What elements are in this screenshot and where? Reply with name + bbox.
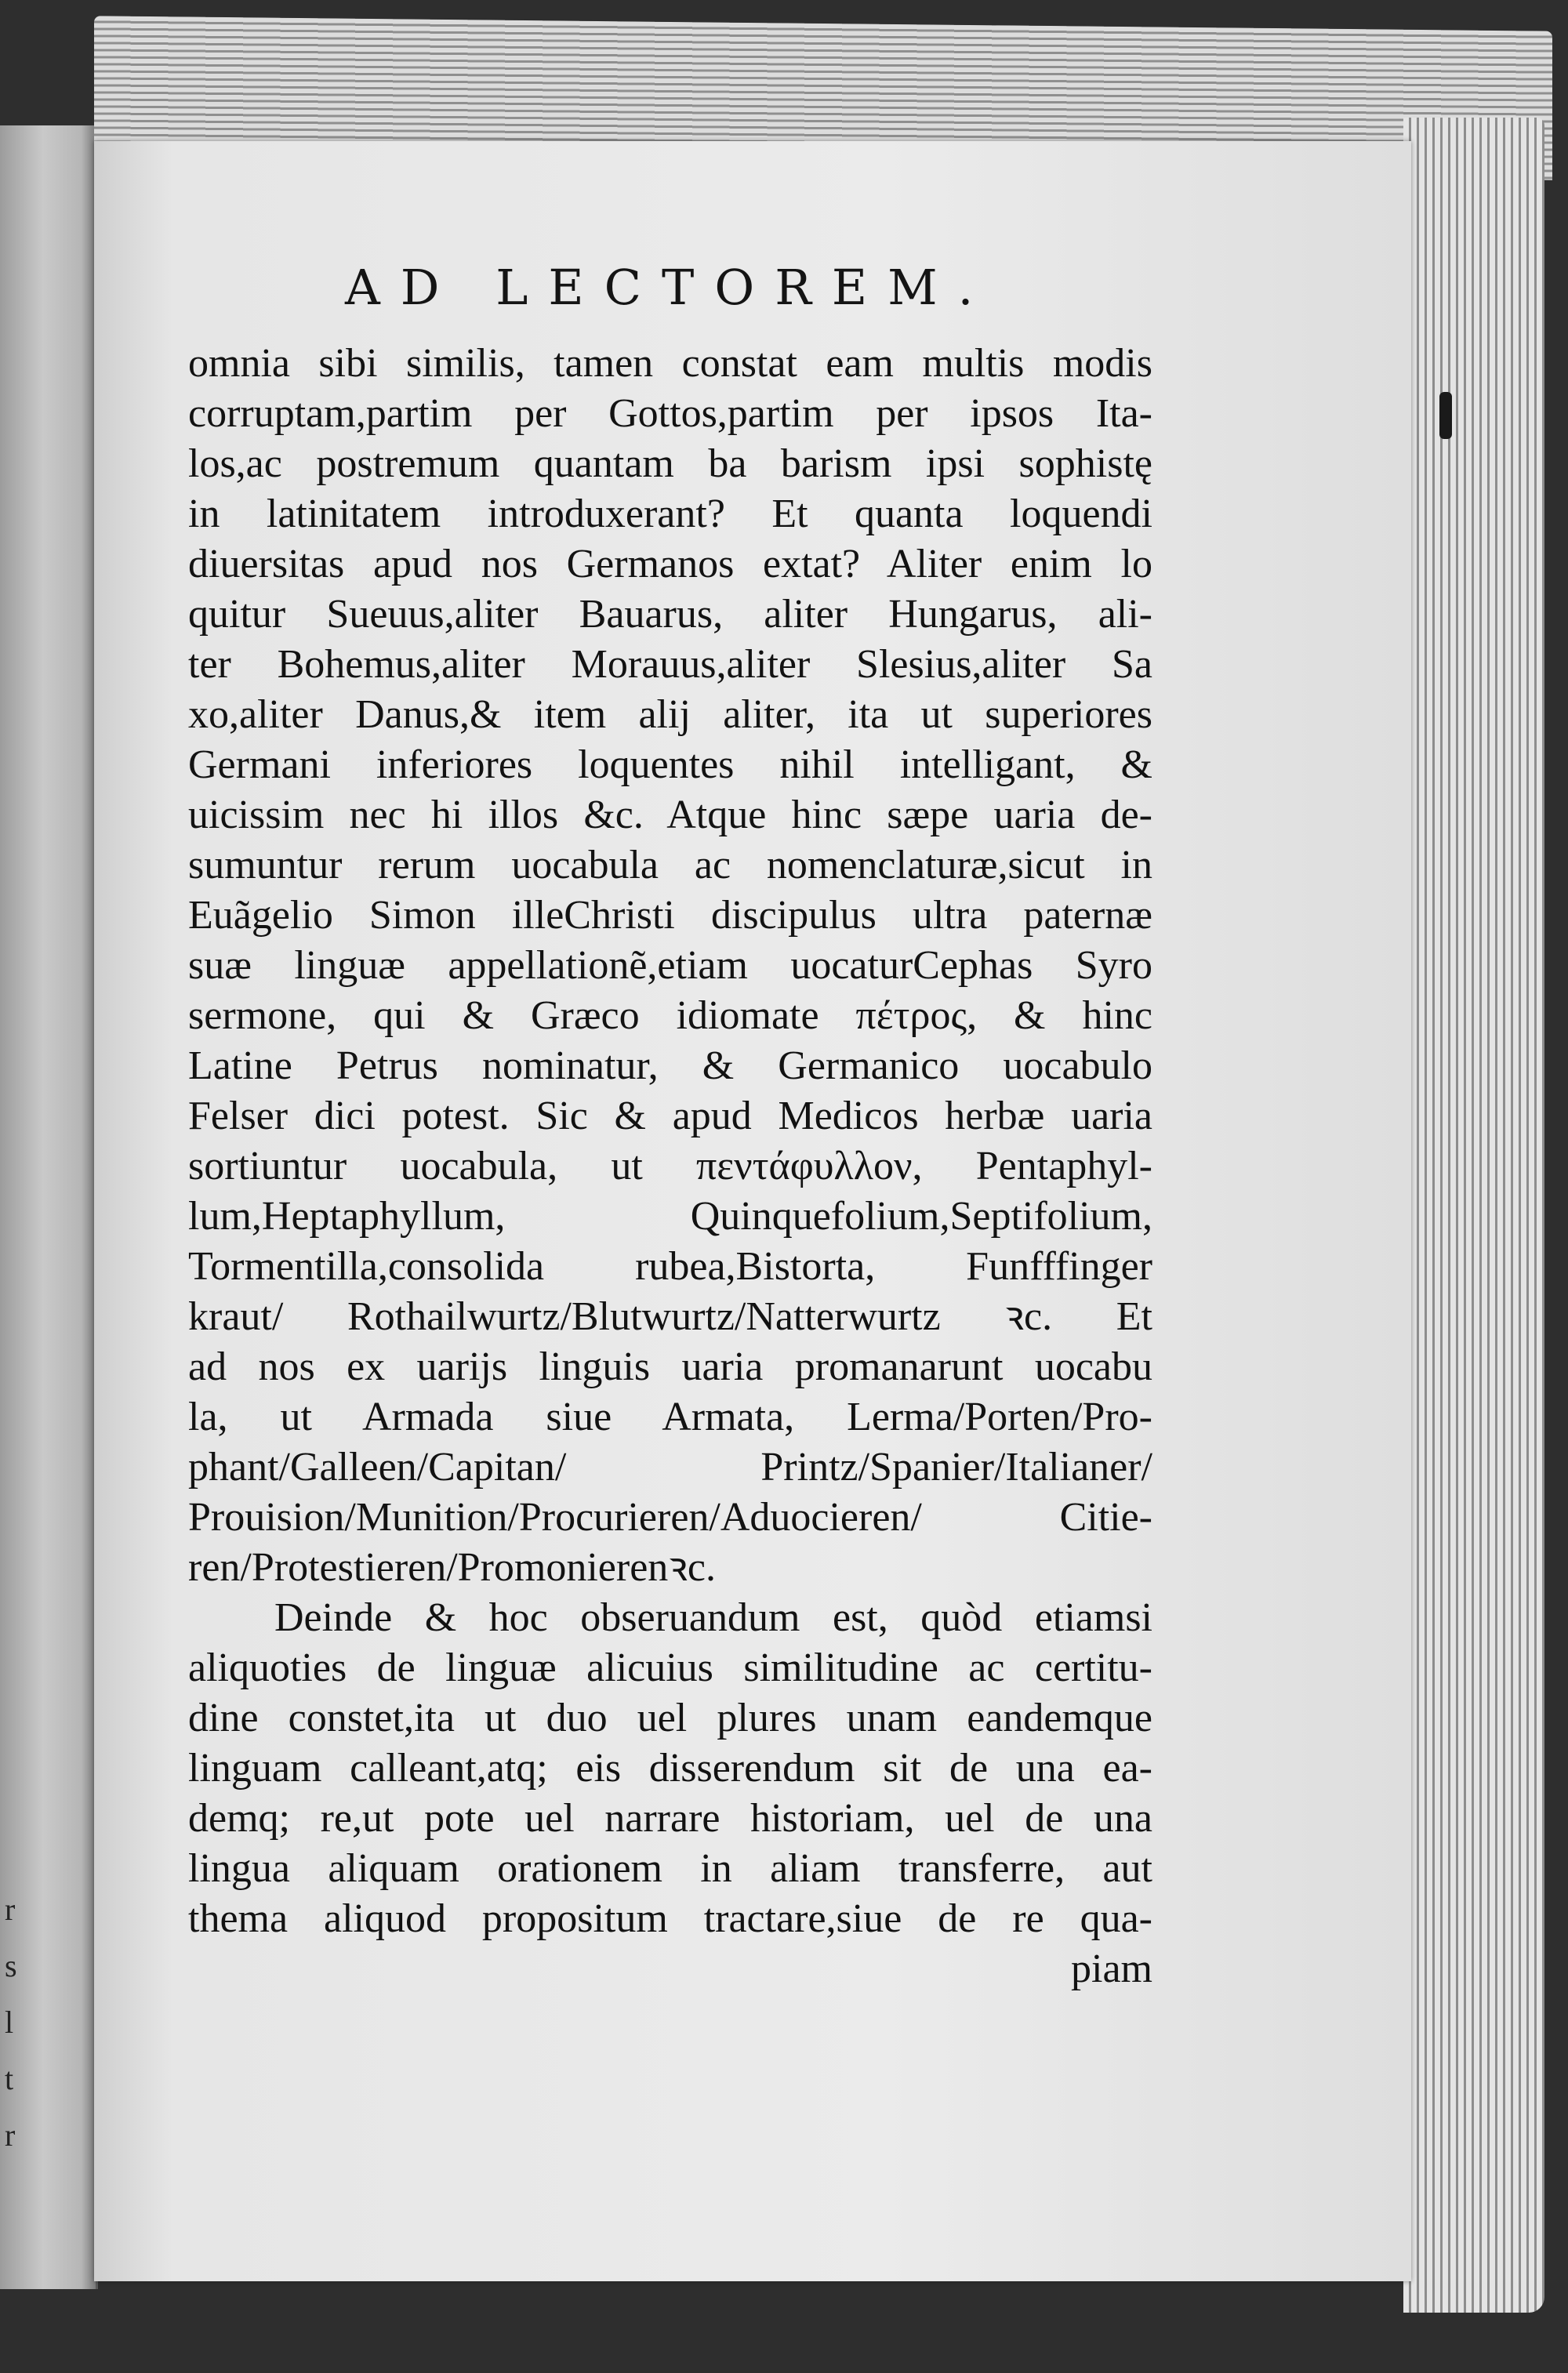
left-letter: r <box>5 2117 16 2153</box>
left-facing-page <box>0 125 98 2289</box>
text-line: ad nos ex uarijs linguis uaria promanarunt uocabu <box>188 1344 1152 1389</box>
left-letter: t <box>5 2061 14 2096</box>
text-line: ter Bohemus,aliter Morauus,aliter Slesius,aliter Sa <box>188 642 1152 687</box>
text-line: Prouision/Munition/Procurieren/Aduocieren/ Citie- <box>188 1495 1152 1540</box>
text-line: demq; re,ut pote uel narrare historiam, uel de una <box>188 1796 1152 1841</box>
text-line: ren/Protestieren/Promonierenꝛc. <box>188 1545 716 1590</box>
left-letter: s <box>5 1948 17 1983</box>
text-line: in latinitatem introduxerant? Et quanta loquendi <box>188 492 1152 536</box>
running-head: AD LECTOREM. <box>345 259 994 316</box>
text-line: Felser dici potest. Sic & apud Medicos herbæ uaria <box>188 1094 1152 1138</box>
text-line: Latine Petrus nominatur, & Germanico uocabulo <box>188 1043 1152 1088</box>
text-line: Deinde & hoc obseruandum est, quòd etiamsi <box>274 1595 1152 1640</box>
text-line: kraut/ Rothailwurtz/Blutwurtz/Natterwurtz ꝛc. Et <box>188 1294 1152 1339</box>
right-page-edges <box>1403 118 1544 2313</box>
text-line: diuersitas apud nos Germanos extat? Aliter enim lo <box>188 542 1152 586</box>
text-line: sortiuntur uocabula, ut πεντάφυλλον, Pentaphyl- <box>188 1144 1152 1188</box>
text-line: phant/Galleen/Capitan/ Printz/Spanier/Italianer/ <box>188 1445 1152 1489</box>
text-line: sumuntur rerum uocabula ac nomenclaturæ,sicut in <box>188 843 1152 887</box>
text-line: sermone, qui & Græco idiomate πέτρος, & hinc <box>188 993 1152 1038</box>
text-line: corruptam,partim per Gottos,partim per ipsos Ita- <box>188 391 1152 436</box>
text-line: lingua aliquam orationem in aliam transferre, aut <box>188 1846 1152 1891</box>
text-line: suæ linguæ appellationẽ,etiam uocaturCephas Syro <box>188 943 1152 988</box>
text-line: Euãgelio Simon illeChristi discipulus ultra paternæ <box>188 893 1152 938</box>
text-line: xo,aliter Danus,& item alij aliter, ita ut superiores <box>188 692 1152 737</box>
text-line: quitur Sueuus,aliter Bauarus, aliter Hungarus, ali- <box>188 592 1152 637</box>
text-line: omnia sibi similis, tamen constat eam multis modis <box>188 341 1152 386</box>
catchword: piam <box>1071 1947 1152 1991</box>
left-page-letters <box>5 1881 36 2164</box>
text-line: uicissim nec hi illos &c. Atque hinc sæpe uaria de- <box>188 793 1152 837</box>
left-letter: r <box>5 1892 16 1927</box>
left-letter: l <box>5 2005 14 2040</box>
text-line: aliquoties de linguæ alicuius similitudine ac certitu- <box>188 1645 1152 1690</box>
text-line: Germani inferiores loquentes nihil intelligant, & <box>188 742 1152 787</box>
text-line: dine constet,ita ut duo uel plures unam eandemque <box>188 1696 1152 1740</box>
text-line: lum,Heptaphyllum, Quinquefolium,Septifolium, <box>188 1194 1152 1239</box>
text-line: thema aliquod propositum tractare,siue de re qua- <box>188 1896 1152 1941</box>
ink-mark <box>1439 392 1452 439</box>
body-text <box>188 339 1152 1994</box>
text-line: los,ac postremum quantam ba barism ipsi sophistę <box>188 441 1152 486</box>
text-line: linguam calleant,atq; eis disserendum sit de una ea- <box>188 1746 1152 1791</box>
text-line: Tormentilla,consolida rubea,Bistorta, Funfffinger <box>188 1244 1152 1289</box>
text-line: la, ut Armada siue Armata, Lerma/Porten/Pro- <box>188 1395 1152 1439</box>
